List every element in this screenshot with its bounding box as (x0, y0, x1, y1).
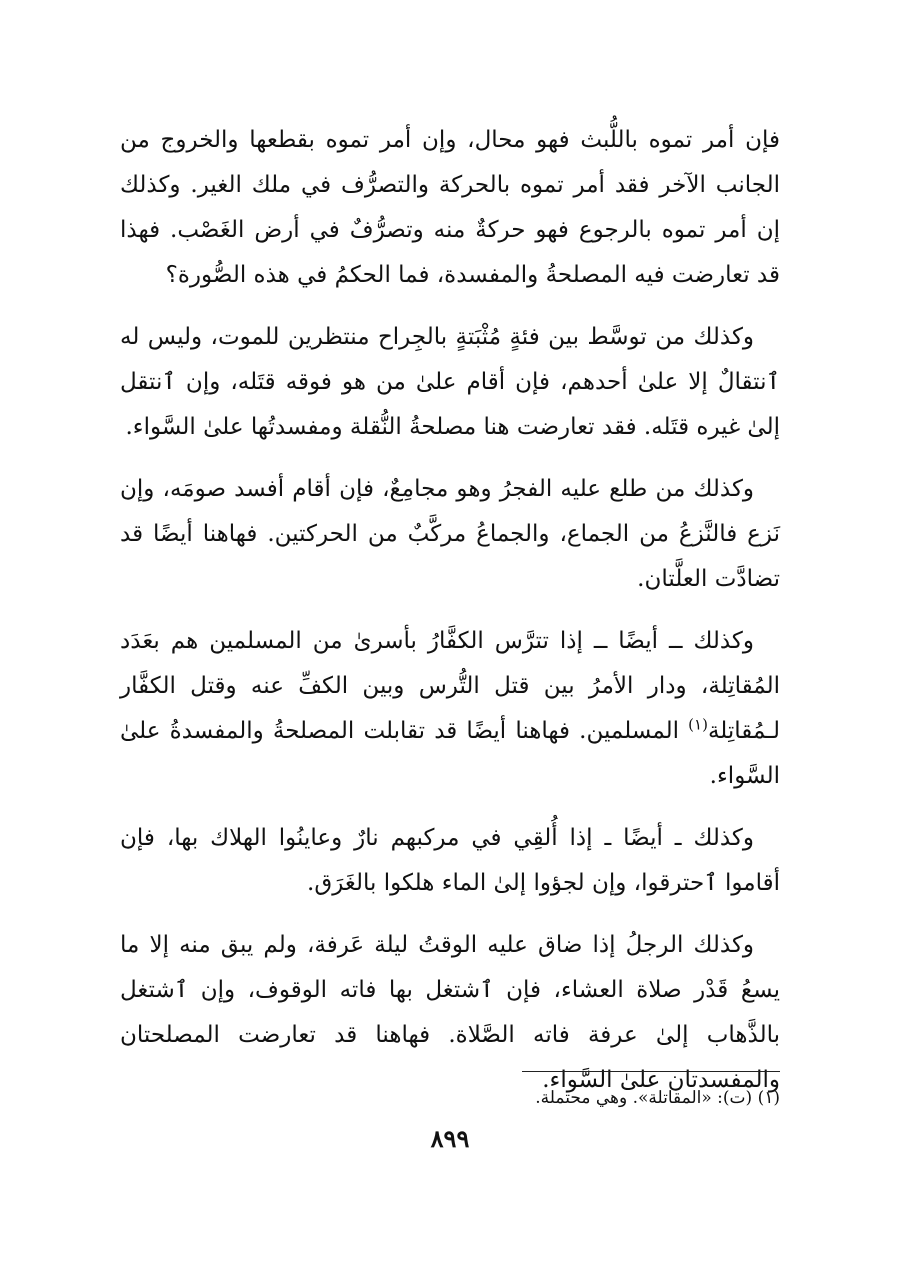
page-number: ٨٩٩ (430, 1124, 470, 1153)
paragraph-4 (120, 619, 780, 799)
paragraph-4-text-after: المسلمين. فهاهنا أيضًا قد تقابلت المصلحةُ والمفسدةُ علىٰ السَّواء. (120, 718, 780, 789)
paragraph-2: وكذلك من توسَّط بين فئةٍ مُثْبَتةٍ بالجِراح منتظرين للموت، وليس له ٱنتقالٌ إلا علىٰ أحدهم، فإن أقام علىٰ من هو فوقه قتَله، وإن ٱنتقل إلىٰ غيره قتَله. فقد تعارضت هنا مصلحةُ النُّقلة ومفسدتُها علىٰ السَّواء. (120, 324, 780, 440)
footnote-separator (522, 1071, 780, 1072)
footnote-marker: (١) (688, 715, 708, 734)
paragraph-5: وكذلك ـ أيضًا ـ إذا أُلقِي في مركبهم نارٌ وعاينُوا الهلاك بها، فإن أقاموا ٱحترقوا، وإن لجؤوا إلىٰ الماء هلكوا بالغَرَق. (120, 825, 780, 896)
paragraph-1: فإن أمر تموه باللُّبث فهو محال، وإن أمر تموه بقطعها والخروج من الجانب الآخر فقد أمر تموه بالحركة والتصرُّف في ملك الغير. وكذلك إن أمر تموه بالرجوع فهو حركةٌ منه وتصرُّفٌ في أرض الغَصْب. فهذا قد تعارضت فيه المصلحةُ والمفسدة، فما الحكمُ في هذه الصُّورة؟ (120, 127, 780, 288)
page-body (120, 118, 780, 1120)
paragraph-4-text: وكذلك ــ أيضًا ــ إذا تترَّس الكفَّارُ بأسرىٰ من المسلمين هم بعَدَد المُقاتِلة، ودار الأمرُ بين قتل التُّرس وبين الكفِّ عنه وقتل الكفَّار لـمُقاتِلة (120, 628, 780, 744)
paragraph-3: وكذلك من طلع عليه الفجرُ وهو مجامِعٌ، فإن أقام أفسد صومَه، وإن نَزع فالنَّزعُ من الجماع، والجماعُ مركَّبٌ من الحركتين. فهاهنا أيضًا قد تضادَّت العلَّتان. (120, 476, 780, 592)
footnote: (١) (ت): «المقاتلة». وهي محتملة. (535, 1088, 780, 1108)
paragraph-6: وكذلك الرجلُ إذا ضاق عليه الوقتُ ليلة عَرفة، ولم يبق منه إلا ما يسعُ قَدْر صلاة العشاء، فإن ٱشتغل بها فاته الوقوف، وإن ٱشتغل بالذَّهاب إلىٰ عرفة فاته الصَّلاة. فهاهنا قد تعارضت المصلحتان والمفسدتان علىٰ السَّواء. (120, 932, 780, 1093)
